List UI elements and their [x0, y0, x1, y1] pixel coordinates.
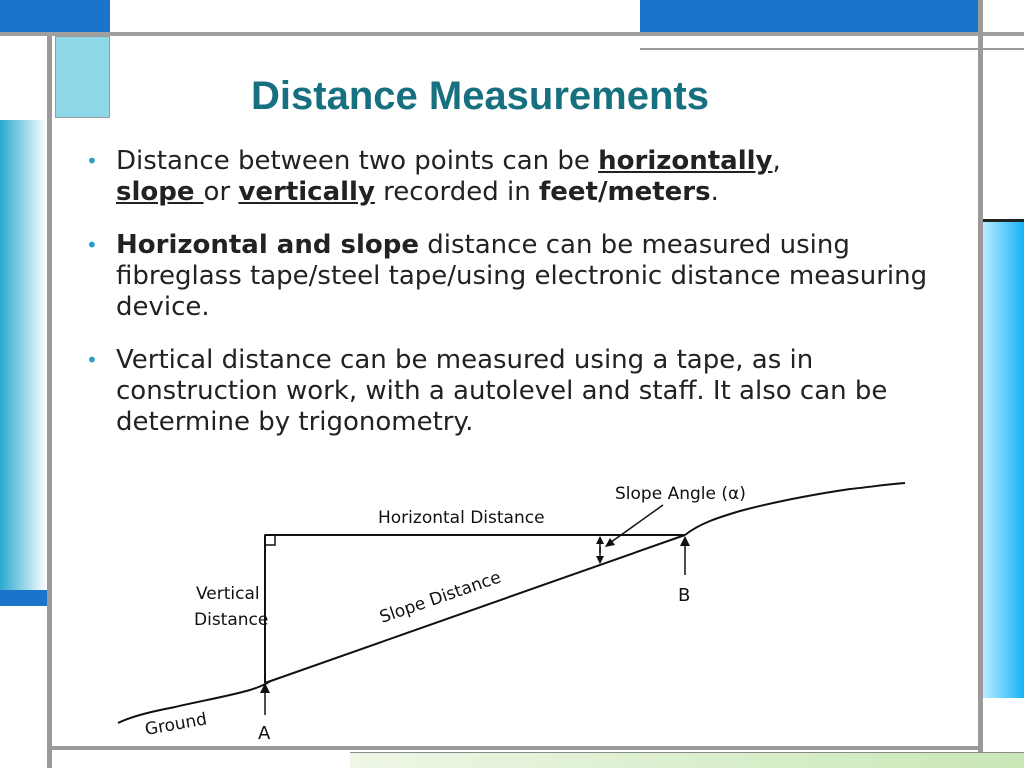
- frame-left-blue-strip: [0, 590, 50, 606]
- slope-distance-line: [265, 535, 685, 683]
- angle-arrowhead-up: [596, 536, 604, 544]
- point-b-arrowhead: [680, 536, 690, 546]
- slide-title: Distance Measurements: [251, 74, 709, 118]
- frame-left-gradient-strip: [0, 120, 47, 590]
- bullet-item-2: • Horizontal and slope distance can be measured using fibreglass tape/steel tape/using electronic distance measuring device.: [86, 230, 928, 322]
- ground-label: Ground: [143, 709, 209, 740]
- vertical-label-line2: Distance: [194, 610, 269, 630]
- point-b-label: B: [678, 585, 691, 606]
- bullet-item-1: • Distance between two points can be horizontally, slope or vertically recorded in feet/meters.: [86, 146, 781, 207]
- frame-top-right-bar: [640, 0, 978, 32]
- horizontal-distance-label: Horizontal Distance: [378, 508, 545, 528]
- bullet-icon: •: [86, 348, 98, 372]
- frame-right-gradient-strip: [983, 222, 1024, 698]
- right-angle-marker: [265, 535, 275, 545]
- slope-angle-label: Slope Angle (α): [615, 484, 746, 504]
- point-a-label: A: [258, 723, 271, 744]
- angle-leader-line: [607, 505, 663, 545]
- frame-left-rule: [47, 36, 52, 768]
- slope-distance-label: Slope Distance: [377, 567, 504, 628]
- angle-arrowhead-down: [596, 556, 604, 564]
- bullet-icon: •: [86, 233, 98, 257]
- bullet-list: [80, 146, 960, 460]
- slope-distance-diagram: [110, 475, 910, 750]
- bullet-icon: •: [86, 149, 98, 173]
- frame-top-left-bar: [0, 0, 110, 32]
- frame-top-rule: [0, 32, 1024, 36]
- vertical-label-line1: Vertical: [196, 584, 260, 604]
- bullet-item-3: • Vertical distance can be measured using a tape, as in construction work, with a autolevel and staff. It also can be determine by trigonometry.: [86, 345, 888, 437]
- point-a-arrowhead: [260, 683, 270, 693]
- angle-leader-arrowhead: [605, 538, 615, 547]
- frame-bottom-green-strip: [350, 752, 1024, 768]
- frame-right-top-rule: [640, 48, 1024, 50]
